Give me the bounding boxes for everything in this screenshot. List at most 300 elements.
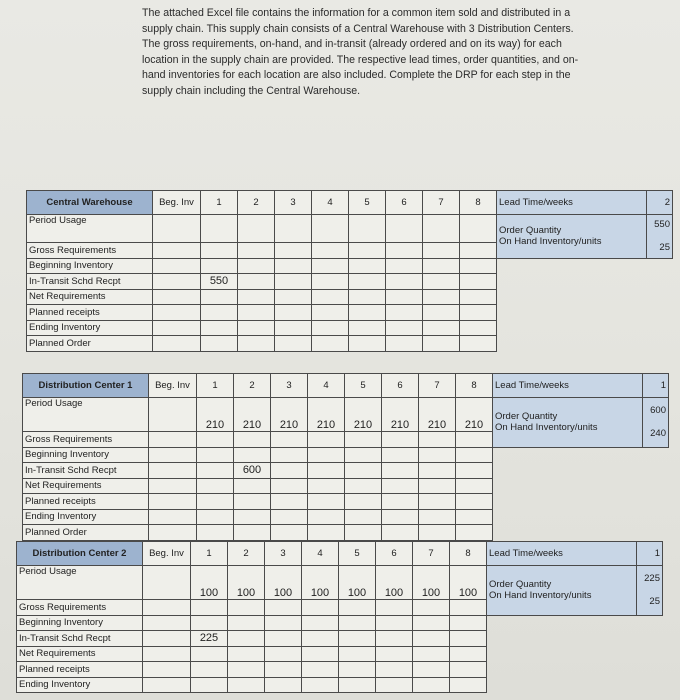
grid-cell	[308, 509, 345, 525]
grid-cell	[191, 615, 228, 631]
order-params-values	[647, 215, 673, 259]
grid-cell	[197, 463, 234, 479]
grid-cell	[419, 478, 456, 494]
grid-cell	[339, 677, 376, 693]
blank-cell	[487, 631, 663, 647]
grid-cell	[456, 509, 493, 525]
grid-cell	[228, 631, 265, 647]
grid-cell	[265, 646, 302, 662]
order-qty-value: 225	[644, 573, 660, 585]
grid-cell	[308, 525, 345, 541]
period-header: 1	[201, 191, 238, 215]
grid-cell	[349, 320, 386, 336]
grid-cell	[197, 494, 234, 510]
grid-cell	[460, 258, 497, 274]
grid-cell	[271, 509, 308, 525]
period-header: 5	[345, 374, 382, 398]
grid-cell	[302, 646, 339, 662]
grid-cell	[450, 600, 487, 616]
order-params	[493, 398, 643, 448]
grid-cell	[275, 305, 312, 321]
period-header: 1	[197, 374, 234, 398]
row-label: In-Transit Schd Recpt	[17, 631, 143, 647]
grid-cell	[312, 336, 349, 352]
period-header: 4	[308, 374, 345, 398]
beg-inv-cell	[153, 215, 201, 243]
order-qty-value: 600	[650, 405, 666, 417]
grid-cell	[238, 243, 275, 259]
blank-cell	[493, 525, 669, 541]
period-usage-value: 100	[302, 566, 339, 600]
grid-cell	[201, 258, 238, 274]
row-label: Planned Order	[23, 525, 149, 541]
grid-cell	[419, 447, 456, 463]
grid-cell	[386, 243, 423, 259]
on-hand-label: On Hand Inventory/units	[499, 236, 602, 248]
order-qty-label: Order Quantity	[499, 225, 562, 237]
period-usage-label: Period Usage	[23, 398, 149, 432]
intro-line: The attached Excel file contains the information for a common item sold and distributed in a	[142, 7, 571, 19]
period-usage-label: Period Usage	[27, 215, 153, 243]
period-usage-value: 100	[339, 566, 376, 600]
grid-cell	[456, 478, 493, 494]
grid-cell	[339, 646, 376, 662]
blank-cell	[487, 615, 663, 631]
beg-inv-cell	[149, 509, 197, 525]
grid-cell	[275, 336, 312, 352]
period-header: 6	[376, 542, 413, 566]
period-usage-value: 210	[234, 398, 271, 432]
grid-cell	[382, 525, 419, 541]
beg-inv-cell	[153, 274, 201, 290]
grid-cell	[312, 289, 349, 305]
blank-cell	[497, 289, 673, 305]
beg-inv-cell	[149, 494, 197, 510]
grid-cell	[308, 478, 345, 494]
grid-cell	[234, 478, 271, 494]
grid-cell	[302, 631, 339, 647]
period-header: 6	[386, 191, 423, 215]
blank-cell	[493, 509, 669, 525]
grid-cell	[271, 525, 308, 541]
period-header: 2	[238, 191, 275, 215]
drp-table-1	[26, 190, 673, 352]
grid-cell	[382, 463, 419, 479]
row-label: Beginning Inventory	[27, 258, 153, 274]
grid-cell	[419, 494, 456, 510]
in-transit-value: 225	[191, 631, 228, 647]
blank-cell	[497, 274, 673, 290]
period-header: 4	[312, 191, 349, 215]
grid-cell	[275, 289, 312, 305]
grid-cell	[456, 525, 493, 541]
row-label: Planned receipts	[23, 494, 149, 510]
grid-cell	[423, 274, 460, 290]
grid-cell	[460, 289, 497, 305]
drp-table-2	[22, 373, 669, 541]
grid-cell	[339, 615, 376, 631]
grid-cell	[345, 432, 382, 448]
grid-cell	[419, 463, 456, 479]
period-header: 8	[456, 374, 493, 398]
beg-inv-cell	[149, 447, 197, 463]
grid-cell	[201, 289, 238, 305]
beg-inv-cell	[143, 600, 191, 616]
grid-cell	[349, 274, 386, 290]
grid-cell	[423, 320, 460, 336]
grid-cell	[312, 243, 349, 259]
in-transit-value: 600	[234, 463, 271, 479]
grid-cell	[460, 336, 497, 352]
order-qty-value: 550	[654, 219, 670, 231]
period-header: 8	[460, 191, 497, 215]
grid-cell	[228, 600, 265, 616]
grid-cell	[228, 677, 265, 693]
grid-cell	[450, 646, 487, 662]
grid-cell	[201, 243, 238, 259]
row-label: In-Transit Schd Recpt	[27, 274, 153, 290]
grid-cell	[382, 509, 419, 525]
grid-cell	[312, 258, 349, 274]
grid-cell	[228, 615, 265, 631]
period-header: 3	[275, 191, 312, 215]
grid-cell	[413, 677, 450, 693]
row-label: Gross Requirements	[23, 432, 149, 448]
grid-cell	[271, 478, 308, 494]
row-label: Net Requirements	[23, 478, 149, 494]
grid-cell	[308, 432, 345, 448]
blank-cell	[487, 662, 663, 678]
grid-cell	[456, 463, 493, 479]
on-hand-label: On Hand Inventory/units	[495, 422, 598, 434]
grid-cell	[308, 494, 345, 510]
grid-cell	[413, 646, 450, 662]
beg-inv-cell	[143, 662, 191, 678]
intro-line: supply chain including the Central Warehouse.	[142, 84, 361, 97]
lead-time-label: Lead Time/weeks	[497, 191, 647, 215]
grid-cell	[460, 243, 497, 259]
grid-cell	[197, 478, 234, 494]
lead-time-value: 2	[647, 191, 673, 215]
grid-cell	[386, 336, 423, 352]
grid-cell	[191, 646, 228, 662]
grid-cell	[197, 447, 234, 463]
grid-cell	[271, 447, 308, 463]
beg-inv-cell	[153, 336, 201, 352]
beg-inv-cell	[153, 320, 201, 336]
grid-cell	[312, 320, 349, 336]
grid-cell	[423, 305, 460, 321]
grid-cell	[271, 432, 308, 448]
grid-cell	[191, 600, 228, 616]
grid-cell	[265, 631, 302, 647]
grid-cell	[197, 509, 234, 525]
grid-cell	[376, 677, 413, 693]
on-hand-value: 240	[650, 428, 666, 440]
beg-inv-header: Beg. Inv	[153, 191, 201, 215]
grid-cell	[234, 494, 271, 510]
period-header: 7	[413, 542, 450, 566]
grid-cell	[275, 274, 312, 290]
drp-table-3	[16, 541, 663, 693]
grid-cell	[308, 463, 345, 479]
grid-cell	[376, 631, 413, 647]
lead-time-label: Lead Time/weeks	[487, 542, 637, 566]
grid-cell	[302, 677, 339, 693]
row-label: Gross Requirements	[17, 600, 143, 616]
blank-cell	[493, 478, 669, 494]
grid-cell	[238, 320, 275, 336]
period-usage-value: 210	[308, 398, 345, 432]
period-header: 2	[228, 542, 265, 566]
period-usage-value: 100	[191, 566, 228, 600]
beg-inv-cell	[149, 525, 197, 541]
grid-cell	[382, 432, 419, 448]
row-label: Net Requirements	[17, 646, 143, 662]
grid-cell	[238, 258, 275, 274]
grid-cell	[339, 662, 376, 678]
grid-cell	[345, 509, 382, 525]
grid-cell	[386, 320, 423, 336]
blank-cell	[493, 463, 669, 479]
grid-cell	[386, 274, 423, 290]
period-header: 7	[419, 374, 456, 398]
grid-cell	[376, 600, 413, 616]
beg-inv-cell	[143, 677, 191, 693]
grid-cell	[302, 662, 339, 678]
grid-cell	[386, 289, 423, 305]
grid-cell	[265, 662, 302, 678]
period-header: 8	[450, 542, 487, 566]
grid-cell	[423, 289, 460, 305]
grid-cell	[450, 662, 487, 678]
period-usage-value	[238, 215, 275, 243]
grid-cell	[450, 631, 487, 647]
order-qty-label: Order Quantity	[495, 411, 558, 423]
row-label: Planned Order	[27, 336, 153, 352]
grid-cell	[302, 615, 339, 631]
row-label: Gross Requirements	[27, 243, 153, 259]
grid-cell	[312, 274, 349, 290]
row-label: Planned receipts	[27, 305, 153, 321]
row-label: Net Requirements	[27, 289, 153, 305]
grid-cell	[345, 478, 382, 494]
grid-cell	[191, 662, 228, 678]
grid-cell	[349, 289, 386, 305]
blank-cell	[493, 447, 669, 463]
grid-cell	[386, 258, 423, 274]
blank-cell	[487, 677, 663, 693]
period-header: 3	[265, 542, 302, 566]
order-params	[497, 215, 647, 259]
grid-cell	[382, 447, 419, 463]
grid-cell	[238, 274, 275, 290]
period-usage-value	[201, 215, 238, 243]
grid-cell	[423, 243, 460, 259]
grid-cell	[339, 631, 376, 647]
period-header: 3	[271, 374, 308, 398]
period-usage-value: 210	[197, 398, 234, 432]
grid-cell	[382, 478, 419, 494]
grid-cell	[345, 525, 382, 541]
grid-cell	[238, 336, 275, 352]
grid-cell	[456, 447, 493, 463]
period-header: 2	[234, 374, 271, 398]
grid-cell	[413, 662, 450, 678]
grid-cell	[234, 509, 271, 525]
grid-cell	[413, 615, 450, 631]
lead-time-value: 1	[643, 374, 669, 398]
grid-cell	[228, 662, 265, 678]
period-usage-value: 210	[271, 398, 308, 432]
beg-inv-cell	[149, 463, 197, 479]
grid-cell	[456, 432, 493, 448]
grid-cell	[271, 494, 308, 510]
grid-cell	[265, 615, 302, 631]
period-usage-value	[423, 215, 460, 243]
period-header: 7	[423, 191, 460, 215]
grid-cell	[460, 305, 497, 321]
period-usage-value: 210	[382, 398, 419, 432]
grid-cell	[312, 305, 349, 321]
beg-inv-header: Beg. Inv	[149, 374, 197, 398]
period-usage-value: 100	[376, 566, 413, 600]
period-usage-value	[386, 215, 423, 243]
grid-cell	[265, 600, 302, 616]
order-qty-label: Order Quantity	[489, 579, 552, 591]
period-usage-value	[349, 215, 386, 243]
grid-cell	[450, 677, 487, 693]
row-label: Ending Inventory	[27, 320, 153, 336]
grid-cell	[201, 305, 238, 321]
blank-cell	[497, 336, 673, 352]
beg-inv-cell	[149, 432, 197, 448]
intro-line: supply chain. This supply chain consists of a Central Warehouse with 3 Distribution Centers.	[142, 22, 574, 35]
beg-inv-cell	[149, 398, 197, 432]
on-hand-value: 25	[649, 596, 660, 608]
period-header: 6	[382, 374, 419, 398]
grid-cell	[345, 494, 382, 510]
blank-cell	[487, 646, 663, 662]
grid-cell	[339, 600, 376, 616]
beg-inv-cell	[153, 289, 201, 305]
grid-cell	[450, 615, 487, 631]
on-hand-label: On Hand Inventory/units	[489, 590, 592, 602]
grid-cell	[234, 432, 271, 448]
period-usage-value	[275, 215, 312, 243]
period-usage-value	[312, 215, 349, 243]
grid-cell	[413, 600, 450, 616]
blank-cell	[497, 305, 673, 321]
order-params-values	[637, 566, 663, 616]
order-params	[487, 566, 637, 616]
period-usage-value: 100	[413, 566, 450, 600]
beg-inv-cell	[143, 631, 191, 647]
intro-line: hand inventories for each location are also included. Complete the DRP for each step in the	[142, 69, 571, 82]
on-hand-value: 25	[659, 242, 670, 254]
grid-cell	[386, 305, 423, 321]
grid-cell	[228, 646, 265, 662]
order-params-values	[643, 398, 669, 448]
period-usage-value: 210	[419, 398, 456, 432]
blank-cell	[497, 320, 673, 336]
grid-cell	[382, 494, 419, 510]
grid-cell	[197, 525, 234, 541]
grid-cell	[376, 662, 413, 678]
beg-inv-cell	[143, 646, 191, 662]
beg-inv-cell	[153, 305, 201, 321]
period-usage-value: 100	[265, 566, 302, 600]
grid-cell	[423, 336, 460, 352]
period-header: 4	[302, 542, 339, 566]
period-usage-value: 100	[228, 566, 265, 600]
grid-cell	[308, 447, 345, 463]
lead-time-value: 1	[637, 542, 663, 566]
grid-cell	[265, 677, 302, 693]
intro-line: The gross requirements, on-hand, and in-transit (already ordered and on its way) for each	[142, 38, 562, 51]
grid-cell	[201, 336, 238, 352]
row-label: Ending Inventory	[23, 509, 149, 525]
grid-cell	[376, 615, 413, 631]
grid-cell	[413, 631, 450, 647]
grid-cell	[275, 243, 312, 259]
table-title: Distribution Center 1	[23, 374, 149, 398]
intro-line: location in the supply chain are provided. The respective lead times, order quantities, and on-	[142, 53, 579, 66]
period-usage-value: 210	[456, 398, 493, 432]
grid-cell	[275, 258, 312, 274]
grid-cell	[349, 258, 386, 274]
problem-statement	[142, 6, 632, 100]
table-title: Distribution Center 2	[17, 542, 143, 566]
grid-cell	[238, 289, 275, 305]
grid-cell	[201, 320, 238, 336]
grid-cell	[191, 677, 228, 693]
row-label: Ending Inventory	[17, 677, 143, 693]
beg-inv-cell	[143, 566, 191, 600]
in-transit-value: 550	[201, 274, 238, 290]
blank-cell	[493, 494, 669, 510]
row-label: Beginning Inventory	[17, 615, 143, 631]
beg-inv-cell	[153, 243, 201, 259]
beg-inv-cell	[143, 615, 191, 631]
grid-cell	[345, 463, 382, 479]
grid-cell	[234, 447, 271, 463]
row-label: Beginning Inventory	[23, 447, 149, 463]
grid-cell	[349, 305, 386, 321]
period-header: 5	[339, 542, 376, 566]
grid-cell	[238, 305, 275, 321]
grid-cell	[275, 320, 312, 336]
grid-cell	[197, 432, 234, 448]
period-usage-value	[460, 215, 497, 243]
period-header: 5	[349, 191, 386, 215]
grid-cell	[460, 320, 497, 336]
grid-cell	[271, 463, 308, 479]
period-usage-value: 100	[450, 566, 487, 600]
row-label: In-Transit Schd Recpt	[23, 463, 149, 479]
grid-cell	[423, 258, 460, 274]
table-title: Central Warehouse	[27, 191, 153, 215]
beg-inv-cell	[153, 258, 201, 274]
grid-cell	[234, 525, 271, 541]
lead-time-label: Lead Time/weeks	[493, 374, 643, 398]
period-usage-label: Period Usage	[17, 566, 143, 600]
beg-inv-header: Beg. Inv	[143, 542, 191, 566]
row-label: Planned receipts	[17, 662, 143, 678]
beg-inv-cell	[149, 478, 197, 494]
grid-cell	[456, 494, 493, 510]
grid-cell	[419, 509, 456, 525]
